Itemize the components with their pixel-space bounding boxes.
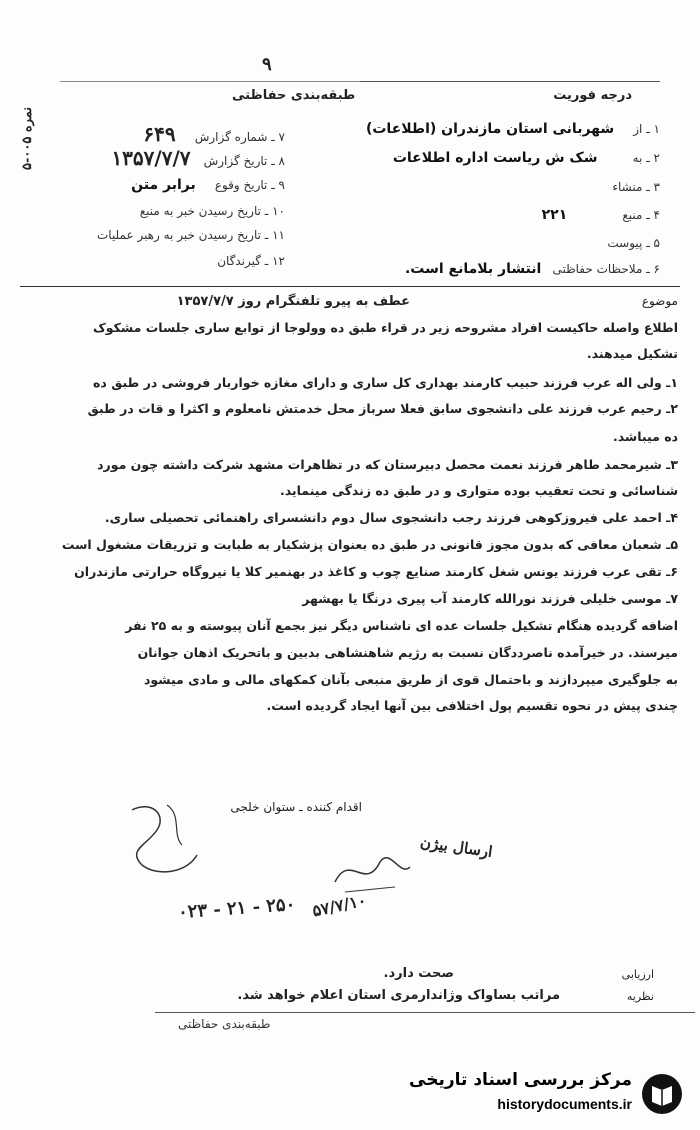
handwritten-note: ارسال بیژن [419,833,494,861]
signature-label: اقدام کننده ـ ستوان خلجی [230,800,362,814]
signature-scribble [112,795,222,885]
classification-title: طبقه‌بندی حفاظتی [232,88,356,103]
field-source-received-date-label: ۱۰ ـ تاریخ رسیدن خبر به منبع [139,204,285,218]
body-line: ۳ـ شیرمحمد طاهر فرزند نعمت محصل دبیرستان که در تظاهرات مشهد شرکت داشته چون مورد [97,457,678,472]
field-source [330,204,660,223]
handwritten-scribble [325,842,415,902]
priority-title: درجه فوریت [553,88,632,103]
body-line: ۵ـ شعبان معافی که بدون مجوز قانونی در طبق ده بعنوان پزشکیار به طبابت و تزریقات مشغول است [61,537,678,552]
field-report-number-value: ۶۴۹ [143,122,176,146]
field-security-notes [330,258,660,277]
field-report-date [50,146,285,170]
body-line: اضافه گردیده هنگام تشکیل جلسات عده ای ناشناس دیگر نیز بجمع آنان پیوسته و به ۲۵ نفر [125,618,678,633]
header-bottom-divider [20,286,680,287]
header-divider-right [360,81,660,82]
body-line: اطلاع واصله حاکیست افراد مشروحه زیر در قراء طبق ده وولوجا از توابع ساری جلسات مشکوک [93,320,678,335]
side-number: نمره ۰۰۵-۵ [20,107,35,170]
field-occurrence-date-label: ۹ ـ تاریخ وقوع [214,178,285,192]
handwritten-number: ۰۲۳ - ۲۱ - ۲۵۰ [177,893,296,924]
field-ops-received-date [50,224,285,243]
handwritten-date: ۵۷/۷/۱۰ [310,890,369,921]
top-mark: ۹ [262,54,272,75]
field-attachment [330,232,660,251]
body-line: ۲ـ رحیم عرب فرزند علی دانشجوی سابق فعلا سرباز محل خدمتش نامعلوم و اکثرا و قات در طبق [87,401,678,416]
field-to [330,147,660,166]
logo-name: مرکز بررسی اسناد تاریخی [409,1070,632,1090]
fields-right [330,118,660,278]
evaluation-label: ارزیابی [621,968,654,981]
field-from [330,118,660,137]
header-divider-left [60,81,360,82]
body-line: چندی پیش در نحوه تقسیم پول اختلافی بین آنها ایجاد گردیده است. [266,698,678,713]
field-source-value: ۲۲۱ [541,207,568,223]
field-source-label: ۴ ـ منبع [622,208,660,222]
field-report-date-value: ۱۳۵۷/۷/۷ [111,146,191,170]
footer-divider [155,1012,695,1013]
subject-label: موضوع [641,294,678,308]
body-line: تشکیل میدهند. [586,346,678,361]
field-from-value: شهربانی استان مازندران (اطلاعات) [365,121,615,137]
field-security-notes-value: انتشار بلامانع است. [404,261,542,277]
body-line: ۴ـ احمد علی فیروزکوهی فرزند رجب دانشجوی سال دوم دانشسرای راهنمائی تحصیلی ساری. [104,510,678,525]
opinion-value: مراتب بساواک وژاندارمری استان اعلام خواهد شد. [237,988,560,1003]
body-line: به جلوگیری میپردازند و باحتمال قوی از طریق منبعی بآنان کمکهای مالی و مادی میشود [143,672,678,687]
book-emblem-icon [640,1072,684,1116]
field-security-notes-label: ۶ ـ ملاحظات حفاظتی [552,262,660,276]
body-line: شناسائی و تحت تعقیب بوده متواری و در طبق ده زندگی مینماید. [279,483,678,498]
body-line: ۱ـ ولی اله عرب فرزند حبیب کارمند بهداری کل ساری و دارای مغازه خواربار فروشی در طبق ده [93,375,678,390]
field-recipients-label: ۱۲ ـ گیرندگان [217,254,285,268]
field-ops-received-date-label: ۱۱ ـ تاریخ رسیدن خبر به رهبر عملیات [96,228,285,242]
field-from-label: ۱ ـ از [633,122,660,136]
evaluation-value: صحت دارد. [383,966,454,981]
field-report-number-label: ۷ ـ شماره گزارش [194,130,285,144]
field-origin [330,176,660,195]
field-to-label: ۲ ـ به [632,151,660,165]
field-occurrence-date [50,174,285,193]
archive-logo [400,1066,690,1122]
field-recipients [50,250,285,269]
field-source-received-date [50,200,285,219]
fields-left [50,118,285,278]
subject-value: عطف به پیرو تلفنگرام روز ۱۳۵۷/۷/۷ [176,294,410,309]
field-to-value: شک ش ریاست اداره اطلاعات [392,150,598,166]
field-report-number [50,122,285,146]
body-line: ۷ـ موسی خلیلی فرزند نورالله کارمند آب پیری درنگا یا بهشهر [302,591,678,606]
body-line: ۶ـ تقی عرب فرزند یونس شغل کارمند صنایع چوب و کاغذ در بهنمیر کلا یا نیروگاه حرارتی مازندران [74,564,678,579]
opinion-label: نظریه [626,990,654,1003]
field-occurrence-date-value: برابر متن [131,177,196,193]
logo-url: historydocuments.ir [497,1096,632,1112]
field-origin-label: ۳ ـ منشاء [612,180,660,194]
body-line: ده میباشد. [612,429,678,444]
field-report-date-label: ۸ ـ تاریخ گزارش [203,154,285,168]
footer-classification: طبقه‌بندی حفاظتی [178,1017,271,1031]
field-attachment-label: ۵ ـ پیوست [607,236,660,250]
body-line: میرسند. در خیرآمده ناصرددگان نسبت به رژیم شاهنشاهی بدبین و باتحریک اذهان جوانان [137,645,678,660]
